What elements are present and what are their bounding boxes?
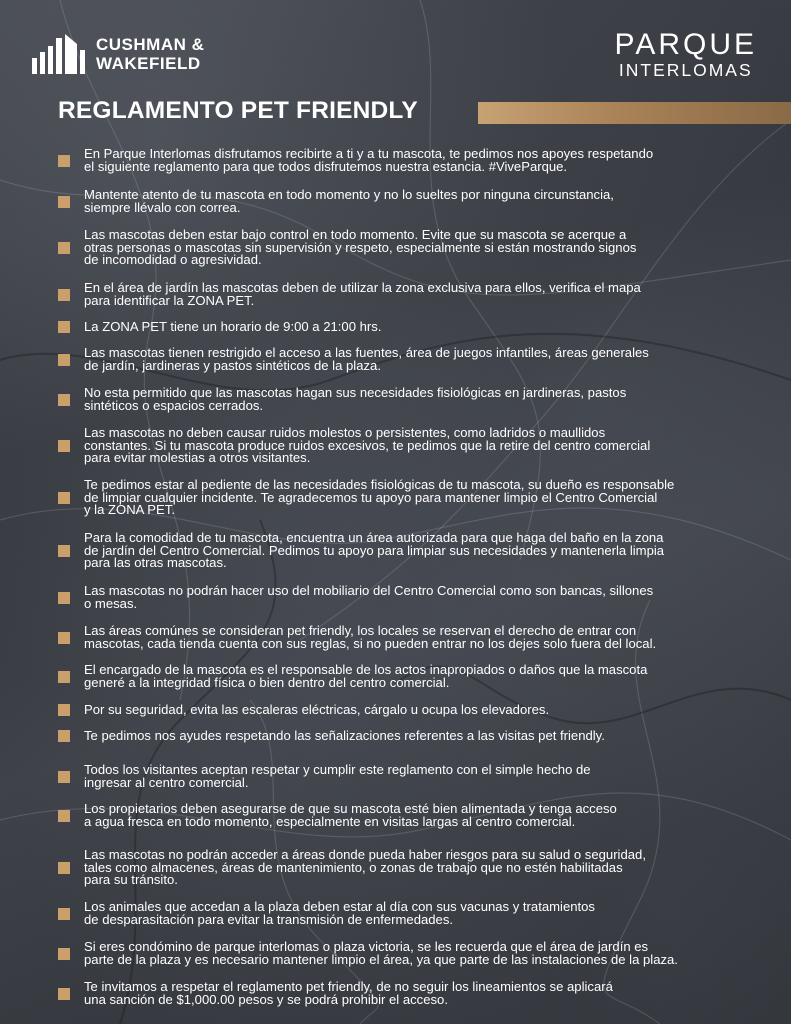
square-bullet-icon (58, 730, 70, 742)
rule-item (58, 148, 758, 173)
rule-text: No esta permitido que las mascotas hagan sus necesidades fisiológicas en jardineras, pastos sintéticos o espacios cerrados. (84, 385, 627, 413)
logo-parque: PARQUE (614, 28, 757, 61)
rule-text: Mantente atento de tu mascota en todo momento y no lo sueltes por ninguna circunstancia, siempre llévalo con correa. (84, 187, 614, 215)
square-bullet-icon (58, 671, 70, 683)
square-bullet-icon (58, 810, 70, 822)
square-bullet-icon (58, 704, 70, 716)
rule-item (58, 901, 758, 926)
square-bullet-icon (58, 632, 70, 644)
rule-item (58, 704, 758, 717)
rule-text: La ZONA PET tiene un horario de 9:00 a 21:00 hrs. (84, 319, 382, 334)
rule-text: El encargado de la mascota es el responsable de los actos inapropiados o daños que la mascota generé a la integridad física o bien dentro del centro comercial. (84, 662, 648, 690)
rule-item (58, 229, 758, 267)
square-bullet-icon (58, 948, 70, 960)
logo-interlomas: INTERLOMAS (618, 60, 753, 80)
cushman-wakefield-logo (32, 34, 204, 74)
rule-text: Si eres condómino de parque interlomas o plaza victoria, se les recuerda que el área de jardín es parte de la plaza y es necesario mantener limpio el área, ya que parte de las instalaciones de la plaza. (84, 939, 678, 967)
buildings-icon (32, 34, 88, 74)
square-bullet-icon (58, 862, 70, 874)
rule-item (58, 387, 758, 412)
rule-text: Las mascotas no podrán acceder a áreas donde pueda haber riesgos para su salud o seguridad, tales como almacenes, áreas de mantenimiento, o zonas de trabajo que no estén habilitadas para su tránsito. (84, 847, 646, 887)
rule-item (58, 764, 758, 789)
rule-item (58, 321, 758, 334)
rule-text: En el área de jardín las mascotas deben de utilizar la zona exclusiva para ellos, verifica el mapa para identificar la ZONA PET. (84, 280, 641, 308)
rule-text: Las áreas comúnes se consideran pet friendly, los locales se reservan el derecho de entrar con mascotas, cada tienda cuenta con sus reglas, si no pueden entrar no los dejes solo fuera del local. (84, 623, 657, 651)
rule-item (58, 479, 758, 517)
gold-accent-bar (478, 102, 791, 124)
square-bullet-icon (58, 196, 70, 208)
rule-text: Para la comodidad de tu mascota, encuentra un área autorizada para que haga del baño en la zona de jardín del Centro Comercial. Pedimos tu apoyo para limpiar sus necesidades y mantenerla limpia para las otras mascotas. (84, 530, 665, 570)
rule-item (58, 803, 758, 828)
rule-item (58, 532, 758, 570)
rule-item (58, 625, 758, 650)
logo-line-2: WAKEFIELD (96, 54, 201, 73)
rule-text: Las mascotas no podrán hacer uso del mobiliario del Centro Comercial como son bancas, sillones o mesas. (84, 583, 654, 611)
page-title: REGLAMENTO PET FRIENDLY (58, 97, 418, 124)
rule-text: Por su seguridad, evita las escaleras eléctricas, cárgalo u ocupa los elevadores. (84, 702, 550, 717)
rule-item (58, 189, 758, 214)
rule-text: Los propietarios deben asegurarse de que su mascota esté bien alimentada y tenga acceso a agua fresca en todo momento, especialmente en visitas largas al centro comercial. (84, 801, 617, 829)
square-bullet-icon (58, 592, 70, 604)
rule-item (58, 427, 758, 465)
rule-item (58, 849, 758, 887)
square-bullet-icon (58, 242, 70, 254)
square-bullet-icon (58, 988, 70, 1000)
rule-item (58, 347, 758, 372)
rule-item (58, 282, 758, 307)
logo-line-1: CUSHMAN & (96, 35, 205, 54)
rule-text: En Parque Interlomas disfrutamos recibirte a ti y a tu mascota, te pedimos nos apoyes respetando el siguiente reglamento para que todos disfrutemos nuestra estancia. #ViveParque. (84, 146, 654, 174)
square-bullet-icon (58, 354, 70, 366)
rule-text: Te pedimos nos ayudes respetando las señalizaciones referentes a las visitas pet friendly. (84, 728, 605, 743)
rule-text: Te invitamos a respetar el reglamento pet friendly, de no seguir los lineamientos se aplicará una sanción de $1,000.00 pesos y se podrá prohibir el acceso. (84, 979, 613, 1007)
parque-interlomas-logo (615, 30, 757, 80)
square-bullet-icon (58, 321, 70, 333)
rule-item (58, 981, 758, 1006)
rule-item (58, 730, 758, 743)
rule-text: Las mascotas tienen restrigido el acceso a las fuentes, área de juegos infantiles, áreas generales de jardín, jardineras y pastos sintéticos de la plaza. (84, 345, 649, 373)
square-bullet-icon (58, 289, 70, 301)
square-bullet-icon (58, 155, 70, 167)
square-bullet-icon (58, 545, 70, 557)
rule-item (58, 941, 758, 966)
square-bullet-icon (58, 440, 70, 452)
rule-text: Los animales que accedan a la plaza deben estar al día con sus vacunas y tratamientos de desparasitación para evitar la transmisión de enfermedades. (84, 899, 595, 927)
rule-text: Las mascotas deben estar bajo control en todo momento. Evite que su mascota se acerque a otras personas o mascotas sin supervisión y respeto, especialmente si están mostrando signos de incomodidad o agresividad. (84, 227, 637, 267)
rule-item (58, 664, 758, 689)
rule-text: Las mascotas no deben causar ruidos molestos o persistentes, como ladridos o maullidos constantes. Si tu mascota produce ruidos excesivos, te pedimos que la retire del centro comercial para evitar molestias a otros visitantes. (84, 425, 651, 465)
rule-text: Todos los visitantes aceptan respetar y cumplir este reglamento con el simple hecho de ingresar al centro comercial. (84, 762, 591, 790)
rule-text: Te pedimos estar al pediente de las necesidades fisiológicas de tu mascota, su dueño es responsable de limpiar cualquier incidente. Te agradecemos tu apoyo para mantener limpio el Centro Comercial y la ZONA PET. (84, 477, 675, 517)
rule-item (58, 585, 758, 610)
square-bullet-icon (58, 394, 70, 406)
square-bullet-icon (58, 771, 70, 783)
square-bullet-icon (58, 908, 70, 920)
square-bullet-icon (58, 492, 70, 504)
cushman-wakefield-wordmark (96, 35, 204, 73)
